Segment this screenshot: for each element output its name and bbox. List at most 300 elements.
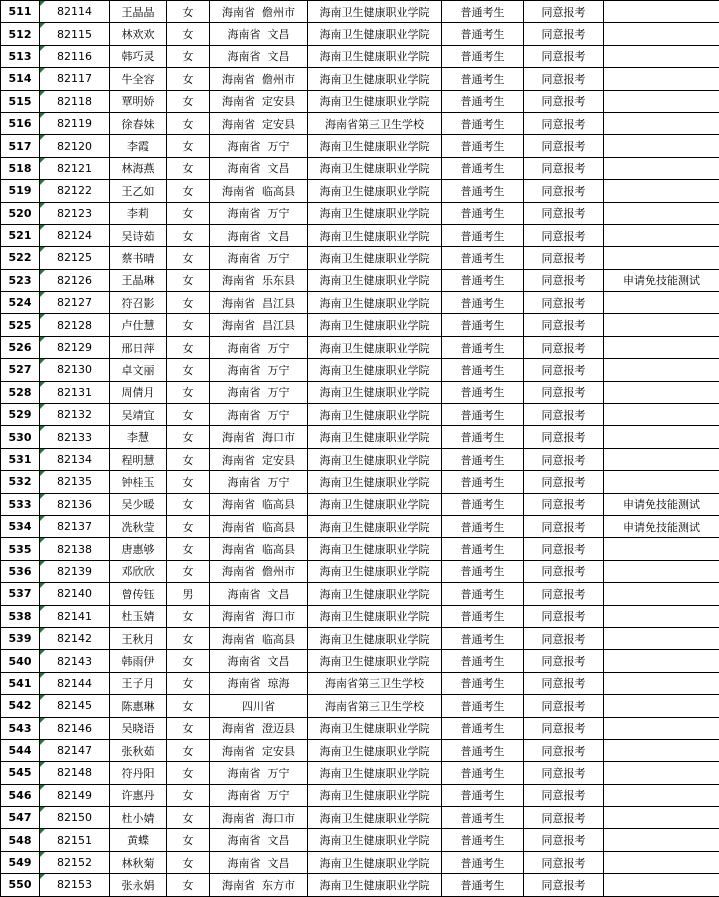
row-number-cell: 516 (1, 112, 40, 134)
row-number-cell: 512 (1, 23, 40, 45)
region-cell (210, 90, 308, 112)
remark-cell (604, 784, 719, 806)
gender-cell: 女 (167, 1, 210, 23)
table-row (1, 784, 719, 806)
exam-id-cell: 82152 (40, 851, 110, 873)
consent-status-cell: 同意报考 (524, 874, 604, 896)
province-text: 海南省 (227, 856, 261, 870)
row-number-cell: 511 (1, 1, 40, 23)
remark-cell (604, 247, 719, 269)
candidate-type-cell: 普通考生 (442, 762, 524, 784)
city-text: 琼海 (267, 677, 290, 691)
city-text: 定安县 (262, 95, 295, 109)
consent-status-cell: 同意报考 (524, 1, 604, 23)
consent-status-cell: 同意报考 (524, 650, 604, 672)
student-name-cell: 林海燕 (110, 157, 167, 179)
exam-id-cell: 82140 (40, 583, 110, 605)
exam-id-cell: 82116 (40, 45, 110, 67)
consent-status-cell: 同意报考 (524, 807, 604, 829)
gender-cell: 女 (167, 627, 210, 649)
exam-id-cell: 82149 (40, 784, 110, 806)
city-text: 临高县 (262, 498, 295, 512)
region-cell (210, 672, 308, 694)
province-text: 海南省 (227, 386, 261, 400)
city-text: 海口市 (262, 811, 295, 825)
city-text: 乐东县 (262, 274, 295, 288)
exam-id-cell: 82141 (40, 605, 110, 627)
table-row (1, 650, 719, 672)
candidate-type-cell: 普通考生 (442, 672, 524, 694)
candidate-type-cell: 普通考生 (442, 471, 524, 493)
candidate-type-cell: 普通考生 (442, 23, 524, 45)
remark-cell: 申请免技能测试 (604, 493, 719, 515)
province-text: 海南省 (222, 319, 255, 333)
gender-cell: 女 (167, 314, 210, 336)
province-text: 海南省 (222, 296, 255, 310)
region-cell (210, 605, 308, 627)
row-number-cell: 528 (1, 381, 40, 403)
remark-cell (604, 538, 719, 560)
remark-cell (604, 404, 719, 426)
remark-cell (604, 45, 719, 67)
remark-cell (604, 560, 719, 582)
row-number-cell: 539 (1, 627, 40, 649)
remark-cell (604, 762, 719, 784)
table-row (1, 739, 719, 761)
region-cell (210, 157, 308, 179)
student-name-cell: 符丹阳 (110, 762, 167, 784)
row-number-cell: 522 (1, 247, 40, 269)
table-row (1, 359, 719, 381)
consent-status-cell: 同意报考 (524, 471, 604, 493)
row-number-cell: 521 (1, 224, 40, 246)
student-name-cell: 卢仕慧 (110, 314, 167, 336)
province-text: 海南省 (227, 363, 261, 377)
province-text: 海南省 (222, 498, 255, 512)
school-cell: 海南卫生健康职业学院 (308, 404, 442, 426)
row-number-cell: 525 (1, 314, 40, 336)
candidate-type-cell: 普通考生 (442, 426, 524, 448)
exam-id-cell: 82132 (40, 404, 110, 426)
region-cell (210, 68, 308, 90)
student-name-cell: 钟桂玉 (110, 471, 167, 493)
province-text: 海南省 (227, 789, 261, 803)
province-text: 海南省 (227, 251, 261, 265)
row-number-cell: 537 (1, 583, 40, 605)
row-number-cell: 550 (1, 874, 40, 896)
candidate-type-cell: 普通考生 (442, 695, 524, 717)
table-row (1, 404, 719, 426)
province-text: 海南省 (227, 207, 261, 221)
consent-status-cell: 同意报考 (524, 381, 604, 403)
region-cell (210, 336, 308, 358)
candidate-type-cell: 普通考生 (442, 381, 524, 403)
student-name-cell: 王秋月 (110, 627, 167, 649)
school-cell: 海南卫生健康职业学院 (308, 381, 442, 403)
region-cell (210, 650, 308, 672)
province-text: 海南省 (222, 565, 255, 579)
city-text: 文昌 (267, 834, 290, 848)
school-cell: 海南卫生健康职业学院 (308, 336, 442, 358)
gender-cell: 女 (167, 45, 210, 67)
region-cell (210, 135, 308, 157)
city-text: 文昌 (267, 162, 290, 176)
table-row (1, 471, 719, 493)
consent-status-cell: 同意报考 (524, 45, 604, 67)
province-text: 海南省 (227, 766, 261, 780)
exam-id-cell: 82131 (40, 381, 110, 403)
gender-cell: 女 (167, 762, 210, 784)
city-text: 文昌 (267, 28, 290, 42)
gender-cell: 女 (167, 269, 210, 291)
school-cell: 海南卫生健康职业学院 (308, 247, 442, 269)
student-name-cell: 李慧 (110, 426, 167, 448)
gender-cell: 女 (167, 695, 210, 717)
region-cell (210, 292, 308, 314)
city-text: 定安县 (262, 117, 295, 131)
candidate-type-cell: 普通考生 (442, 448, 524, 470)
city-text: 儋州市 (262, 5, 295, 19)
city-text: 万宁 (267, 475, 290, 489)
table-row (1, 583, 719, 605)
school-cell: 海南卫生健康职业学院 (308, 1, 442, 23)
school-cell: 海南卫生健康职业学院 (308, 762, 442, 784)
city-text: 万宁 (267, 386, 290, 400)
exam-id-cell: 82147 (40, 739, 110, 761)
exam-id-cell: 82146 (40, 717, 110, 739)
candidate-type-cell: 普通考生 (442, 538, 524, 560)
remark-cell (604, 292, 719, 314)
city-text: 临高县 (262, 632, 295, 646)
consent-status-cell: 同意报考 (524, 336, 604, 358)
consent-status-cell: 同意报考 (524, 695, 604, 717)
student-name-cell: 周倩月 (110, 381, 167, 403)
gender-cell: 女 (167, 157, 210, 179)
region-cell (210, 314, 308, 336)
gender-cell: 女 (167, 448, 210, 470)
province-text: 海南省 (227, 229, 261, 243)
school-cell: 海南卫生健康职业学院 (308, 874, 442, 896)
school-cell: 海南卫生健康职业学院 (308, 135, 442, 157)
table-row (1, 157, 719, 179)
table-row (1, 829, 719, 851)
row-number-cell: 515 (1, 90, 40, 112)
remark-cell (604, 1, 719, 23)
row-number-cell: 514 (1, 68, 40, 90)
region-cell (210, 717, 308, 739)
student-name-cell: 杜玉婧 (110, 605, 167, 627)
row-number-cell: 540 (1, 650, 40, 672)
school-cell: 海南省第三卫生学校 (308, 112, 442, 134)
gender-cell: 女 (167, 381, 210, 403)
consent-status-cell: 同意报考 (524, 426, 604, 448)
province-text: 海南省 (222, 72, 255, 86)
candidate-type-cell: 普通考生 (442, 874, 524, 896)
city-text: 儋州市 (262, 72, 295, 86)
student-name-cell: 林秋菊 (110, 851, 167, 873)
province-text: 海南省 (227, 341, 261, 355)
region-cell (210, 359, 308, 381)
remark-cell (604, 90, 719, 112)
table-row (1, 269, 719, 291)
row-number-cell: 531 (1, 448, 40, 470)
school-cell: 海南卫生健康职业学院 (308, 68, 442, 90)
consent-status-cell: 同意报考 (524, 404, 604, 426)
province-text: 海南省 (222, 744, 255, 758)
student-name-cell: 吴少暖 (110, 493, 167, 515)
candidate-type-cell: 普通考生 (442, 650, 524, 672)
student-name-cell: 王晶琳 (110, 269, 167, 291)
student-name-cell: 邢日萍 (110, 336, 167, 358)
consent-status-cell: 同意报考 (524, 202, 604, 224)
table-row (1, 695, 719, 717)
province-text: 海南省 (222, 722, 255, 736)
school-cell: 海南卫生健康职业学院 (308, 202, 442, 224)
exam-id-cell: 82145 (40, 695, 110, 717)
province-text: 四川省 (242, 699, 275, 713)
consent-status-cell: 同意报考 (524, 717, 604, 739)
city-text: 澄迈县 (262, 722, 295, 736)
candidate-type-cell: 普通考生 (442, 404, 524, 426)
gender-cell: 女 (167, 560, 210, 582)
school-cell: 海南卫生健康职业学院 (308, 739, 442, 761)
province-text: 海南省 (227, 50, 261, 64)
school-cell: 海南省第三卫生学校 (308, 695, 442, 717)
table-row (1, 224, 719, 246)
city-text: 文昌 (267, 587, 290, 601)
consent-status-cell: 同意报考 (524, 560, 604, 582)
remark-cell (604, 135, 719, 157)
row-number-cell: 530 (1, 426, 40, 448)
table-row (1, 90, 719, 112)
consent-status-cell: 同意报考 (524, 672, 604, 694)
school-cell: 海南卫生健康职业学院 (308, 45, 442, 67)
student-name-cell: 王乙如 (110, 180, 167, 202)
consent-status-cell: 同意报考 (524, 314, 604, 336)
candidate-type-cell: 普通考生 (442, 224, 524, 246)
student-name-cell: 李莉 (110, 202, 167, 224)
candidate-type-cell: 普通考生 (442, 605, 524, 627)
table-row (1, 1, 719, 23)
city-text: 海口市 (262, 431, 295, 445)
student-name-cell: 韩雨伊 (110, 650, 167, 672)
province-text: 海南省 (222, 431, 255, 445)
row-number-cell: 524 (1, 292, 40, 314)
remark-cell (604, 157, 719, 179)
table-row (1, 292, 719, 314)
city-text: 万宁 (267, 363, 290, 377)
school-cell: 海南省第三卫生学校 (308, 672, 442, 694)
region-cell (210, 448, 308, 470)
table-row (1, 627, 719, 649)
exam-id-cell: 82136 (40, 493, 110, 515)
school-cell: 海南卫生健康职业学院 (308, 515, 442, 537)
student-name-cell: 唐惠够 (110, 538, 167, 560)
student-name-cell: 符召影 (110, 292, 167, 314)
region-cell (210, 269, 308, 291)
remark-cell (604, 202, 719, 224)
exam-id-cell: 82123 (40, 202, 110, 224)
gender-cell: 女 (167, 247, 210, 269)
school-cell: 海南卫生健康职业学院 (308, 717, 442, 739)
gender-cell: 女 (167, 739, 210, 761)
city-text: 临高县 (262, 543, 295, 557)
consent-status-cell: 同意报考 (524, 605, 604, 627)
school-cell: 海南卫生健康职业学院 (308, 448, 442, 470)
school-cell: 海南卫生健康职业学院 (308, 851, 442, 873)
candidate-type-cell: 普通考生 (442, 739, 524, 761)
region-cell (210, 739, 308, 761)
table-row (1, 672, 719, 694)
city-text: 临高县 (262, 520, 295, 534)
school-cell: 海南卫生健康职业学院 (308, 583, 442, 605)
row-number-cell: 547 (1, 807, 40, 829)
school-cell: 海南卫生健康职业学院 (308, 180, 442, 202)
exam-id-cell: 82151 (40, 829, 110, 851)
table-row (1, 336, 719, 358)
consent-status-cell: 同意报考 (524, 538, 604, 560)
school-cell: 海南卫生健康职业学院 (308, 829, 442, 851)
school-cell: 海南卫生健康职业学院 (308, 359, 442, 381)
student-name-cell: 蔡书晴 (110, 247, 167, 269)
table-row (1, 493, 719, 515)
remark-cell (604, 672, 719, 694)
province-text: 海南省 (227, 655, 261, 669)
candidate-type-cell: 普通考生 (442, 314, 524, 336)
city-text: 文昌 (267, 655, 290, 669)
student-name-cell: 卓文丽 (110, 359, 167, 381)
row-number-cell: 518 (1, 157, 40, 179)
candidate-type-cell: 普通考生 (442, 583, 524, 605)
consent-status-cell: 同意报考 (524, 180, 604, 202)
gender-cell: 女 (167, 807, 210, 829)
consent-status-cell: 同意报考 (524, 448, 604, 470)
consent-status-cell: 同意报考 (524, 359, 604, 381)
consent-status-cell: 同意报考 (524, 247, 604, 269)
remark-cell (604, 359, 719, 381)
province-text: 海南省 (222, 610, 255, 624)
student-name-cell: 吴靖宜 (110, 404, 167, 426)
gender-cell: 女 (167, 112, 210, 134)
region-cell (210, 112, 308, 134)
remark-cell (604, 23, 719, 45)
row-number-cell: 519 (1, 180, 40, 202)
school-cell: 海南卫生健康职业学院 (308, 605, 442, 627)
city-text: 海口市 (262, 610, 295, 624)
exam-id-cell: 82114 (40, 1, 110, 23)
consent-status-cell: 同意报考 (524, 851, 604, 873)
student-name-cell: 徐春妹 (110, 112, 167, 134)
gender-cell: 女 (167, 851, 210, 873)
remark-cell (604, 695, 719, 717)
table-row (1, 717, 719, 739)
row-number-cell: 529 (1, 404, 40, 426)
gender-cell: 女 (167, 359, 210, 381)
exam-id-cell: 82124 (40, 224, 110, 246)
table-row (1, 45, 719, 67)
table-row (1, 180, 719, 202)
province-text: 海南省 (222, 274, 255, 288)
region-cell (210, 224, 308, 246)
row-number-cell: 546 (1, 784, 40, 806)
remark-cell (604, 68, 719, 90)
gender-cell: 女 (167, 292, 210, 314)
candidate-type-cell: 普通考生 (442, 493, 524, 515)
region-cell (210, 381, 308, 403)
student-name-cell: 陈惠琳 (110, 695, 167, 717)
gender-cell: 女 (167, 717, 210, 739)
student-name-cell: 覃明娇 (110, 90, 167, 112)
school-cell: 海南卫生健康职业学院 (308, 269, 442, 291)
province-text: 海南省 (222, 453, 255, 467)
province-text: 海南省 (222, 878, 255, 892)
candidate-type-cell: 普通考生 (442, 829, 524, 851)
remark-cell (604, 807, 719, 829)
candidate-type-cell: 普通考生 (442, 807, 524, 829)
city-text: 儋州市 (262, 565, 295, 579)
gender-cell: 男 (167, 583, 210, 605)
row-number-cell: 520 (1, 202, 40, 224)
province-text: 海南省 (222, 184, 255, 198)
school-cell: 海南卫生健康职业学院 (308, 90, 442, 112)
candidate-type-cell: 普通考生 (442, 68, 524, 90)
school-cell: 海南卫生健康职业学院 (308, 292, 442, 314)
city-text: 临高县 (262, 184, 295, 198)
candidate-type-cell: 普通考生 (442, 336, 524, 358)
city-text: 万宁 (267, 341, 290, 355)
region-cell (210, 180, 308, 202)
gender-cell: 女 (167, 180, 210, 202)
row-number-cell: 527 (1, 359, 40, 381)
table-row (1, 448, 719, 470)
region-cell (210, 538, 308, 560)
candidate-type-cell: 普通考生 (442, 180, 524, 202)
gender-cell: 女 (167, 336, 210, 358)
student-name-cell: 李霞 (110, 135, 167, 157)
province-text: 海南省 (227, 475, 261, 489)
student-name-cell: 吴晓语 (110, 717, 167, 739)
consent-status-cell: 同意报考 (524, 583, 604, 605)
table-row (1, 851, 719, 873)
gender-cell: 女 (167, 605, 210, 627)
table-row (1, 762, 719, 784)
exam-id-cell: 82128 (40, 314, 110, 336)
exam-id-cell: 82127 (40, 292, 110, 314)
table-row (1, 202, 719, 224)
province-text: 海南省 (222, 632, 255, 646)
gender-cell: 女 (167, 224, 210, 246)
city-text: 万宁 (267, 789, 290, 803)
remark-cell: 申请免技能测试 (604, 269, 719, 291)
consent-status-cell: 同意报考 (524, 68, 604, 90)
region-cell (210, 874, 308, 896)
exam-id-cell: 82133 (40, 426, 110, 448)
region-cell (210, 784, 308, 806)
province-text: 海南省 (222, 811, 255, 825)
remark-cell (604, 224, 719, 246)
candidate-type-cell: 普通考生 (442, 157, 524, 179)
remark-cell (604, 583, 719, 605)
province-text: 海南省 (227, 28, 261, 42)
row-number-cell: 532 (1, 471, 40, 493)
region-cell (210, 807, 308, 829)
student-name-cell: 王晶晶 (110, 1, 167, 23)
region-cell (210, 471, 308, 493)
candidate-type-cell: 普通考生 (442, 269, 524, 291)
consent-status-cell: 同意报考 (524, 112, 604, 134)
row-number-cell: 535 (1, 538, 40, 560)
student-name-cell: 许惠丹 (110, 784, 167, 806)
